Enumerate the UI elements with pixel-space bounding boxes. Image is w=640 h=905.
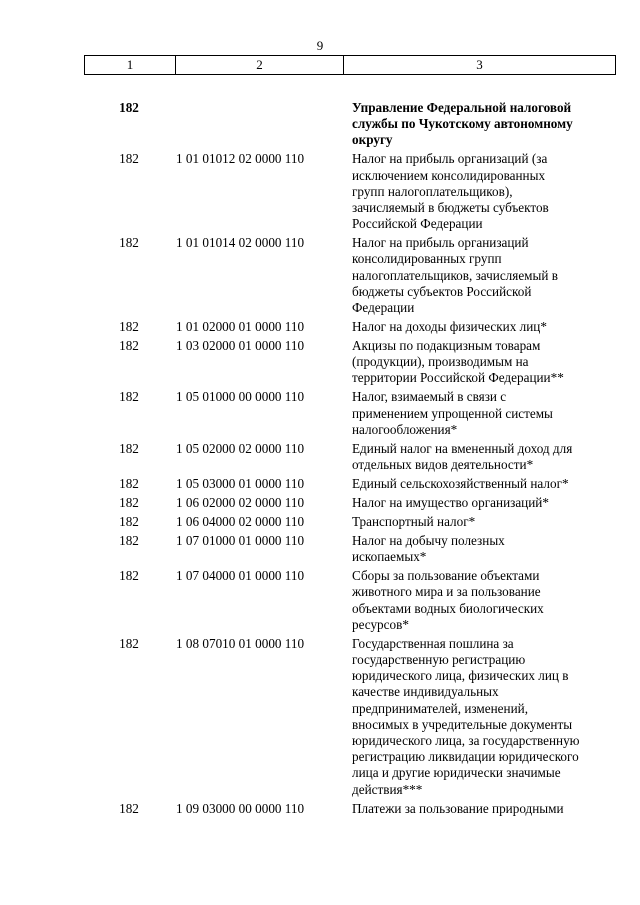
description-line: консолидированных групп — [352, 251, 502, 267]
description-line: исключением консолидированных — [352, 167, 546, 183]
description-cell — [352, 495, 614, 511]
description-line: Налог на доходы физических лиц* — [352, 319, 547, 335]
description-line: отдельных видов деятельности* — [352, 457, 534, 473]
table-row — [84, 514, 616, 530]
revenue-code-cell: 1 01 02000 01 0000 110 — [176, 319, 305, 335]
column-header-table — [84, 55, 616, 75]
description-line: объектами водных биологических — [352, 600, 544, 616]
description-cell — [352, 235, 614, 316]
description-line: Государственная пошлина за — [352, 635, 514, 651]
admin-code-cell: 182 — [119, 476, 139, 492]
description-line: Управление Федеральной налоговой — [352, 100, 572, 115]
admin-code-cell: 182 — [119, 800, 139, 816]
admin-code-cell: 182 — [119, 319, 139, 335]
admin-code-cell: 182 — [119, 100, 139, 115]
description-line: Налог на имущество организаций* — [352, 495, 549, 511]
description-line: (продукции), производимым на — [352, 354, 529, 370]
admin-code-cell: 182 — [119, 389, 139, 405]
table-row — [84, 235, 616, 316]
revenue-code-cell: 1 05 03000 01 0000 110 — [176, 476, 305, 492]
description-line: Единый налог на вмененный доход для — [352, 440, 573, 456]
description-cell — [352, 100, 614, 149]
description-line: Единый сельскохозяйственный налог* — [352, 476, 569, 492]
description-line: юридического лица, за государственную — [352, 733, 580, 749]
table-row — [84, 389, 616, 438]
admin-code-cell: 182 — [119, 440, 139, 456]
description-line: ископаемых* — [352, 549, 427, 565]
table-row — [84, 533, 616, 565]
table-row — [84, 568, 616, 633]
description-line: Российской Федерации — [352, 216, 483, 232]
description-line: ресурсов* — [352, 616, 409, 632]
description-line: налогоплательщиков, зачисляемый в — [352, 267, 558, 283]
revenue-code-cell: 1 05 01000 00 0000 110 — [176, 389, 305, 405]
description-line: налогообложения* — [352, 421, 458, 437]
revenue-code-cell: 1 01 01014 02 0000 110 — [176, 235, 305, 251]
description-cell — [352, 389, 614, 438]
admin-code-cell: 182 — [119, 495, 139, 511]
description-line: Транспортный налог* — [352, 514, 476, 530]
description-line: территории Российской Федерации** — [352, 370, 564, 386]
description-line: Налог, взимаемый в связи с — [352, 389, 507, 405]
table-row — [84, 636, 616, 798]
admin-code-cell: 182 — [119, 635, 139, 651]
description-cell — [352, 151, 614, 232]
description-line: государственную регистрацию — [352, 652, 526, 668]
revenue-code-cell: 1 06 04000 02 0000 110 — [176, 514, 305, 530]
description-line: Налог на прибыль организаций — [352, 235, 529, 251]
description-line: службы по Чукотскому автономному — [352, 116, 573, 132]
description-line: юридического лица, физических лиц в — [352, 668, 569, 684]
description-line: применением упрощенной системы — [352, 405, 553, 421]
table-row — [84, 319, 616, 335]
description-line: животного мира и за пользование — [352, 584, 541, 600]
description-line: действия*** — [352, 781, 423, 797]
description-line: предпринимателей, изменений, — [352, 700, 528, 716]
description-line: зачисляемый в бюджеты субъектов — [352, 200, 549, 216]
revenue-code-cell: 1 07 01000 01 0000 110 — [176, 533, 305, 549]
column-header-3: 3 — [344, 56, 616, 75]
revenue-code-cell: 1 08 07010 01 0000 110 — [176, 635, 305, 651]
table-row — [84, 476, 616, 492]
table-row — [84, 495, 616, 511]
description-line: регистрацию ликвидации юридического — [352, 749, 579, 765]
description-line: бюджеты субъектов Российской — [352, 283, 532, 299]
page-number: 9 — [316, 38, 324, 53]
revenue-code-cell: 1 03 02000 01 0000 110 — [176, 338, 305, 354]
column-header-2: 2 — [176, 56, 344, 75]
description-cell — [352, 533, 614, 565]
description-line: Сборы за пользование объектами — [352, 568, 540, 584]
table-row — [84, 801, 616, 817]
table-row — [84, 441, 616, 473]
description-cell — [352, 476, 614, 492]
description-cell — [352, 441, 614, 473]
admin-code-cell: 182 — [119, 568, 139, 584]
revenue-code-cell — [174, 100, 352, 149]
description-line: Налог на прибыль организаций (за — [352, 151, 548, 167]
description-line: групп налогоплательщиков), — [352, 183, 513, 199]
description-cell — [352, 568, 614, 633]
admin-code-cell: 182 — [119, 151, 139, 167]
description-cell — [352, 319, 614, 335]
revenue-code-cell: 1 01 01012 02 0000 110 — [176, 151, 305, 167]
description-cell — [352, 801, 614, 817]
revenue-code-cell: 1 06 02000 02 0000 110 — [176, 495, 305, 511]
column-header-1: 1 — [85, 56, 176, 75]
description-line: лица и другие юридически значимые — [352, 765, 561, 781]
admin-code-cell: 182 — [119, 533, 139, 549]
column-header-row — [85, 56, 616, 75]
table-row — [84, 151, 616, 232]
description-line: Платежи за пользование природными — [352, 800, 564, 816]
table-row — [84, 338, 616, 387]
description-line: Федерации — [352, 300, 415, 316]
description-cell — [352, 636, 614, 798]
description-cell — [352, 338, 614, 387]
revenue-code-cell: 1 07 04000 01 0000 110 — [176, 568, 305, 584]
description-cell — [352, 514, 614, 530]
revenue-code-cell: 1 05 02000 02 0000 110 — [176, 440, 305, 456]
table-row — [84, 100, 616, 149]
description-line: Налог на добычу полезных — [352, 533, 505, 549]
description-line: округу — [352, 132, 393, 148]
admin-code-cell: 182 — [119, 338, 139, 354]
table-body — [84, 100, 616, 820]
admin-code-cell: 182 — [119, 235, 139, 251]
revenue-code-cell: 1 09 03000 00 0000 110 — [176, 800, 305, 816]
description-line: Акцизы по подакцизным товарам — [352, 338, 541, 354]
description-line: вносимых в учредительные документы — [352, 716, 573, 732]
description-line: качестве индивидуальных — [352, 684, 499, 700]
admin-code-cell: 182 — [119, 514, 139, 530]
